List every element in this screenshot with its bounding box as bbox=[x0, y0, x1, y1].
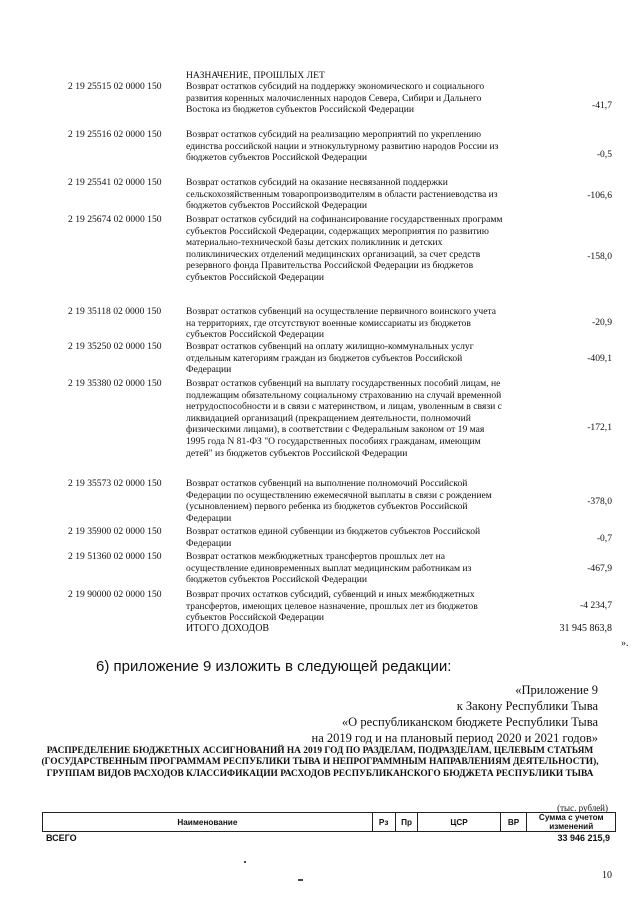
appendix-reference bbox=[178, 682, 598, 746]
grand-total-amount: 33 946 215,9 bbox=[557, 833, 610, 843]
revenue-code: 2 19 25515 02 0000 150 bbox=[68, 81, 162, 92]
amendment-item-6: 6) приложение 9 изложить в следующей редакции: bbox=[96, 658, 452, 675]
revenue-description: Возврат остатков субсидий на софинансирование государственных программ субъектов Российской Федерации, содержащих мероприятия по развитию материально-технической базы детских поликлиник и детских поликлинических отделений медицинских организаций, за счет средств резервного фонда Правительства Российской Федерации из бюджетов субъектов Российской Федерации bbox=[186, 214, 503, 283]
table-continuation-heading: НАЗНАЧЕНИЕ, ПРОШЛЫХ ЛЕТ bbox=[186, 70, 325, 81]
revenue-amount: -41,7 bbox=[592, 100, 612, 111]
budget-allocation-title: РАСПРЕДЕЛЕНИЕ БЮДЖЕТНЫХ АССИГНОВАНИЙ НА 2019 ГОД ПО РАЗДЕЛАМ, ПОДРАЗДЕЛАМ, ЦЕЛЕВЫМ СТАТЬЯМ (ГОСУДАРСТВЕННЫМ ПРОГРАММАМ РЕСПУБЛИКИ ТЫВА И НЕПРОГРАММНЫМ НАПРАВЛЕНИЯМ ДЕЯТЕЛЬНОСТИ), ГРУППАМ ВИДОВ РАСХОДОВ КЛАССИФИКАЦИИ РАСХОДОВ РЕСПУБЛИКАНСКОГО БЮДЖЕТА РЕСПУБЛИКИ ТЫВА bbox=[41, 746, 599, 779]
appendix-line: к Закону Республики Тыва bbox=[456, 699, 598, 713]
page-number: 10 bbox=[602, 870, 612, 881]
revenue-amount: -106,6 bbox=[587, 190, 612, 201]
closing-quote: ». bbox=[621, 638, 629, 649]
grand-total-label: ВСЕГО bbox=[46, 833, 77, 843]
revenue-code: 2 19 25541 02 0000 150 bbox=[68, 177, 162, 188]
column-header-csr: ЦСР bbox=[418, 813, 500, 832]
revenue-description: Возврат остатков единой субвенции из бюджетов субъектов Российской Федерации bbox=[186, 526, 481, 549]
revenue-code: 2 19 25516 02 0000 150 bbox=[68, 129, 162, 140]
revenue-code: 2 19 35573 02 0000 150 bbox=[68, 478, 162, 489]
revenue-amount: -409,1 bbox=[587, 353, 612, 364]
revenue-code: 2 19 90000 02 0000 150 bbox=[68, 589, 162, 600]
appendix-line: «Приложение 9 bbox=[515, 683, 598, 697]
column-header-pr: Пр bbox=[395, 813, 418, 832]
total-revenue-amount: 31 945 863,8 bbox=[559, 623, 612, 634]
column-header-name: Наименование bbox=[43, 813, 373, 832]
revenue-amount: -378,0 bbox=[587, 496, 612, 507]
revenue-code: 2 19 51360 02 0000 150 bbox=[68, 551, 162, 562]
units-label: (тыс. рублей) bbox=[557, 803, 608, 813]
column-header-sum: Сумма с учетом изменений bbox=[527, 813, 616, 832]
appendix-line: «О республиканском бюджете Республики Тыва bbox=[341, 715, 598, 729]
revenue-amount: -172,1 bbox=[587, 422, 612, 433]
column-header-vr: ВР bbox=[500, 813, 527, 832]
revenue-amount: -467,9 bbox=[587, 563, 612, 574]
revenue-description: Возврат остатков субвенций на выполнение полномочий Российской Федерации по осуществлению ежемесячной выплаты в связи с рождением (усыновлением) первого ребенка из бюджетов субъектов Российской Федерации bbox=[186, 478, 492, 524]
revenue-code: 2 19 35250 02 0000 150 bbox=[68, 341, 162, 352]
revenue-description: Возврат прочих остатков субсидий, субвенций и иных межбюджетных трансфертов, имеющих целевое назначение, прошлых лет из бюджетов субъектов Российской Федерации bbox=[186, 589, 478, 624]
revenue-amount: -158,0 bbox=[587, 251, 612, 262]
revenue-code: 2 19 35380 02 0000 150 bbox=[68, 378, 162, 389]
revenue-description: Возврат остатков субвенций на оплату жилищно-коммунальных услуг отдельным категориям граждан из бюджетов субъектов Российской Федерации bbox=[186, 341, 474, 376]
revenue-amount: -0,5 bbox=[596, 149, 612, 160]
revenue-description: Возврат остатков субвенций на осуществление первичного воинского учета на территориях, где отсутствуют военные комиссариаты из бюджетов субъектов Российской Федерации bbox=[186, 306, 497, 341]
revenue-amount: -4 234,7 bbox=[580, 600, 612, 611]
revenue-description: Возврат остатков межбюджетных трансфертов прошлых лет на осуществление единовременных выплат медицинским работникам из бюджетов субъектов Российской Федерации bbox=[186, 551, 472, 586]
revenue-description: Возврат остатков субсидий на реализацию мероприятий по укреплению единства российской нации и этнокультурному развитию народов России из бюджетов субъектов Российской Федерации bbox=[186, 129, 499, 164]
appendix-line: на 2019 год и на плановый период 2020 и 2021 годов» bbox=[311, 731, 598, 745]
revenue-code: 2 19 35900 02 0000 150 bbox=[68, 526, 162, 537]
allocation-table-header bbox=[42, 812, 616, 832]
revenue-description: Возврат остатков субвенций на выплату государственных пособий лицам, не подлежащим обязательному социальному страхованию на случай временной нетрудоспособности и в связи с материнством, и лицам, уволенным в связи с ликвидацией организаций (прекращением деятельности, полномочий физическими лицами), в соответствии с Федеральным законом от 19 мая 1995 года N 81-ФЗ "О государственных пособиях гражданам, имеющим детей" из бюджетов субъектов Российской Федерации bbox=[186, 378, 502, 459]
revenue-code: 2 19 25674 02 0000 150 bbox=[68, 214, 162, 225]
total-revenue-label: ИТОГО ДОХОДОВ bbox=[186, 623, 270, 634]
revenue-code: 2 19 35118 02 0000 150 bbox=[68, 306, 162, 317]
scan-speck bbox=[298, 879, 303, 881]
revenue-description: Возврат остатков субсидий на поддержку экономического и социального развития коренных малочисленных народов Севера, Сибири и Дальнего Востока из бюджетов субъектов Российской Федерации bbox=[186, 81, 485, 116]
revenue-description: Возврат остатков субсидий на оказание несвязанной поддержки сельскохозяйственным товаропроизводителям в области растениеводства из бюджетов субъектов Российской Федерации bbox=[186, 177, 498, 212]
revenue-amount: -20,9 bbox=[592, 317, 612, 328]
revenue-amount: -0,7 bbox=[596, 533, 612, 544]
column-header-rz: Рз bbox=[372, 813, 395, 832]
scan-speck bbox=[244, 861, 246, 863]
